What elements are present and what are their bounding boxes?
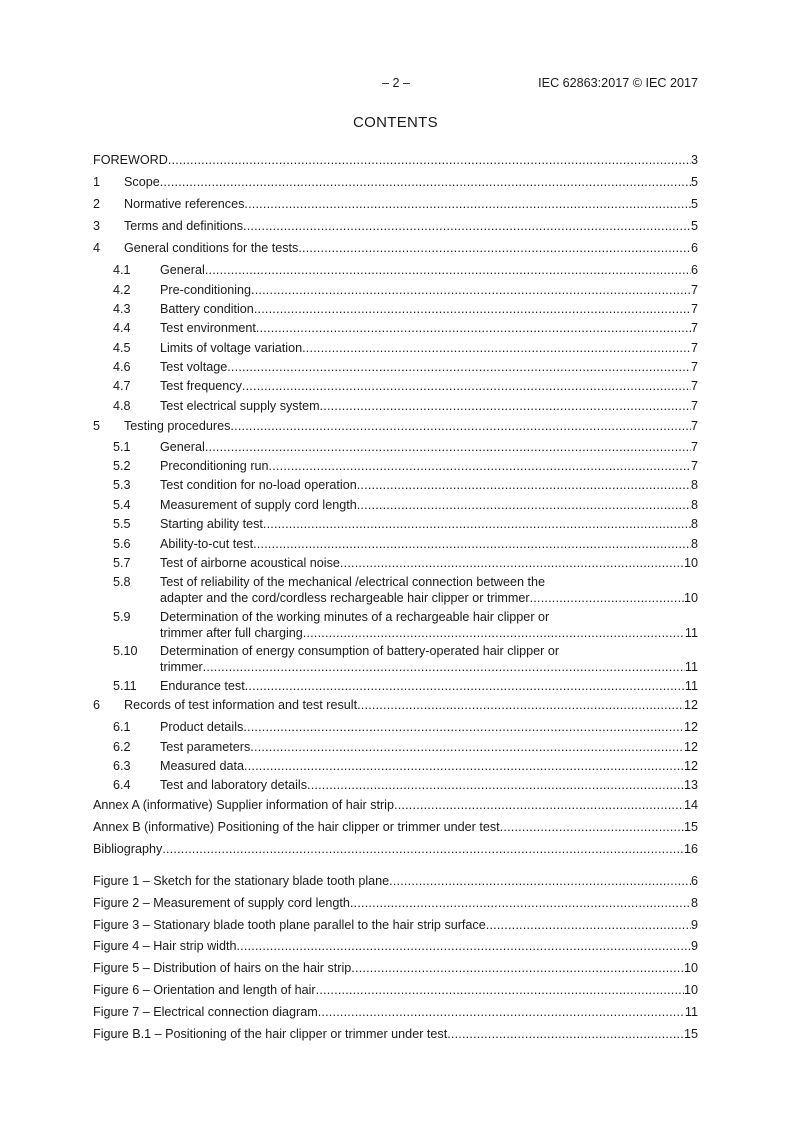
entry-title: Test frequency: [160, 379, 242, 393]
entry-page: 7: [690, 399, 698, 413]
entry-page: 11: [684, 1005, 698, 1019]
dot-leader: [394, 797, 684, 813]
dot-leader: [357, 697, 684, 713]
entry-title: Determination of energy consumption of battery-operated hair clipper or: [160, 644, 560, 658]
dot-leader: [351, 960, 684, 976]
dot-leader: [242, 378, 691, 394]
standard-reference: IEC 62863:2017 © IEC 2017: [538, 76, 698, 90]
entry-page: 12: [683, 720, 698, 734]
entry-title: Annex A (informative) Supplier information of hair strip: [93, 798, 394, 812]
dot-leader: [203, 659, 685, 675]
entry-number: 5.9: [113, 610, 131, 624]
entry-title: Figure 6 – Orientation and length of hair: [93, 983, 316, 997]
entry-page: 7: [690, 379, 698, 393]
toc-entry[interactable]: [93, 196, 698, 212]
entry-page: 7: [690, 283, 698, 297]
entry-page: 9: [690, 918, 698, 932]
entry-page: 13: [683, 778, 698, 792]
dot-leader: [263, 516, 691, 532]
dot-leader: [530, 590, 684, 606]
figure-entry[interactable]: [93, 1026, 698, 1042]
dot-leader: [303, 625, 685, 641]
dot-leader: [357, 477, 691, 493]
entry-title: Figure 1 – Sketch for the stationary blade tooth plane: [93, 874, 390, 888]
entry-number: 4: [93, 241, 101, 255]
figure-entry[interactable]: [93, 1004, 698, 1020]
entry-title: Preconditioning run: [160, 459, 269, 473]
entry-title: Pre-conditioning: [160, 283, 252, 297]
entry-number: 5.3: [113, 478, 131, 492]
entry-number: 5.7: [113, 556, 131, 570]
entry-number: 4.1: [113, 263, 131, 277]
entry-number: 5.8: [113, 575, 131, 589]
entry-page: 9: [690, 939, 698, 953]
toc-entry[interactable]: [93, 574, 698, 590]
entry-title: Bibliography: [93, 842, 163, 856]
entry-title: adapter and the cord/cordless rechargeable hair clipper or trimmer: [160, 591, 530, 605]
figure-entry[interactable]: [93, 895, 698, 911]
figure-entry[interactable]: [93, 938, 698, 954]
dot-leader: [320, 398, 691, 414]
entry-page: 5: [690, 175, 698, 189]
entry-title: Scope: [124, 175, 160, 189]
entry-page: 11: [684, 679, 698, 693]
entry-page: 12: [683, 698, 698, 712]
dot-leader: [269, 458, 691, 474]
dot-leader: [205, 439, 691, 455]
entry-title: trimmer: [160, 660, 203, 674]
dot-leader: [350, 895, 691, 911]
toc-entry[interactable]: [93, 320, 698, 336]
entry-page: 6: [690, 874, 698, 888]
entry-number: 3: [93, 219, 101, 233]
entry-number: 5.2: [113, 459, 131, 473]
toc-entry[interactable]: [93, 697, 698, 713]
entry-number: 6.1: [113, 720, 131, 734]
entry-number: 6.2: [113, 740, 131, 754]
entry-title: Test of reliability of the mechanical /electrical connection between the: [160, 575, 546, 589]
entry-number: 4.2: [113, 283, 131, 297]
entry-title: Figure 3 – Stationary blade tooth plane parallel to the hair strip surface: [93, 918, 486, 932]
entry-number: 5.6: [113, 537, 131, 551]
dot-leader: [162, 841, 684, 857]
entry-number: 6: [93, 698, 101, 712]
dot-leader: [227, 359, 691, 375]
entry-page: 11: [684, 660, 698, 674]
dot-leader: [251, 282, 691, 298]
figure-entry[interactable]: [93, 917, 698, 933]
toc-entry[interactable]: [93, 378, 698, 394]
toc-entry[interactable]: [93, 174, 698, 190]
entry-page: 14: [683, 798, 698, 812]
entry-page: 10: [683, 556, 698, 570]
entry-number: 5.5: [113, 517, 131, 531]
toc-entry[interactable]: [93, 477, 698, 493]
entry-title: Test environment: [160, 321, 256, 335]
toc-entry[interactable]: [93, 819, 698, 835]
toc-entry[interactable]: [93, 418, 698, 434]
entry-title: General conditions for the tests: [124, 241, 299, 255]
dot-leader: [253, 536, 691, 552]
toc-entry[interactable]: [93, 359, 698, 375]
toc-entry[interactable]: [93, 678, 698, 694]
entry-title: Product details: [160, 720, 244, 734]
dot-leader: [389, 873, 691, 889]
toc-entry[interactable]: [93, 841, 698, 857]
entry-number: 5.10: [113, 644, 138, 658]
toc-entry[interactable]: [93, 516, 698, 532]
entry-page: 5: [690, 197, 698, 211]
entry-page: 7: [690, 459, 698, 473]
entry-title: Determination of the working minutes of a rechargeable hair clipper or: [160, 610, 550, 624]
entry-page: 10: [683, 961, 698, 975]
entry-number: 4.4: [113, 321, 131, 335]
entry-number: 2: [93, 197, 101, 211]
entry-number: 4.8: [113, 399, 131, 413]
entry-page: 10: [683, 591, 698, 605]
entry-title: Test parameters: [160, 740, 251, 754]
entry-title: Figure 7 – Electrical connection diagram: [93, 1005, 318, 1019]
entry-number: 6.3: [113, 759, 131, 773]
entry-page: 5: [690, 219, 698, 233]
dot-leader: [357, 497, 691, 513]
toc-entry[interactable]: [93, 301, 698, 317]
dot-leader: [205, 262, 691, 278]
dot-leader: [168, 152, 691, 168]
entry-number: 4.5: [113, 341, 131, 355]
entry-title: General: [160, 263, 205, 277]
entry-title: Test voltage: [160, 360, 228, 374]
entry-title: Figure 5 – Distribution of hairs on the hair strip: [93, 961, 352, 975]
dot-leader: [250, 739, 684, 755]
entry-title: Battery condition: [160, 302, 254, 316]
figure-entry[interactable]: [93, 982, 698, 998]
entry-page: 15: [683, 1027, 698, 1041]
entry-title: Testing procedures: [124, 419, 231, 433]
toc-entry[interactable]: [93, 458, 698, 474]
entry-page: 8: [690, 537, 698, 551]
entry-page: 15: [683, 820, 698, 834]
entry-page: 8: [690, 517, 698, 531]
toc-entry[interactable]: [93, 262, 698, 278]
toc-entry[interactable]: [93, 643, 698, 659]
page-number: – 2 –: [381, 76, 410, 90]
entry-page: 8: [690, 896, 698, 910]
contents-title: CONTENTS: [353, 114, 438, 131]
toc-entry[interactable]: [93, 536, 698, 552]
toc-entry[interactable]: [93, 625, 698, 641]
dot-leader: [243, 218, 691, 234]
dot-leader: [447, 1026, 684, 1042]
toc-entry[interactable]: [93, 797, 698, 813]
toc-entry[interactable]: [93, 282, 698, 298]
entry-page: 7: [690, 321, 698, 335]
entry-page: 12: [683, 759, 698, 773]
dot-leader: [244, 196, 691, 212]
toc-entry[interactable]: [93, 497, 698, 513]
dot-leader: [160, 174, 691, 190]
dot-leader: [256, 320, 691, 336]
entry-number: 5.11: [113, 679, 137, 693]
dot-leader: [243, 719, 684, 735]
toc-entry[interactable]: [93, 590, 698, 606]
dot-leader: [244, 758, 684, 774]
toc-entry[interactable]: [93, 152, 698, 168]
entry-title: Test and laboratory details: [160, 778, 308, 792]
entry-page: 6: [690, 263, 698, 277]
toc-entry[interactable]: [93, 777, 698, 793]
entry-title: Test condition for no-load operation: [160, 478, 357, 492]
entry-title: Ability-to-cut test: [160, 537, 254, 551]
entry-title: Test electrical supply system: [160, 399, 320, 413]
entry-number: 5.1: [113, 440, 131, 454]
entry-page: 8: [690, 478, 698, 492]
dot-leader: [298, 240, 691, 256]
entry-page: 16: [683, 842, 698, 856]
entry-page: 7: [690, 302, 698, 316]
toc-entry[interactable]: [93, 758, 698, 774]
entry-title: Endurance test: [160, 679, 245, 693]
entry-title: Annex B (informative) Positioning of the hair clipper or trimmer under test: [93, 820, 500, 834]
entry-title: General: [160, 440, 205, 454]
dot-leader: [254, 301, 691, 317]
toc-entry[interactable]: [93, 659, 698, 675]
toc-entry[interactable]: [93, 739, 698, 755]
entry-page: 8: [690, 498, 698, 512]
entry-number: 4.6: [113, 360, 131, 374]
dot-leader: [230, 418, 691, 434]
entry-title: Terms and definitions: [124, 219, 244, 233]
entry-title: Normative references: [124, 197, 245, 211]
entry-title: Starting ability test: [160, 517, 263, 531]
entry-title: Measured data: [160, 759, 245, 773]
entry-page: 12: [683, 740, 698, 754]
dot-leader: [307, 777, 684, 793]
dot-leader: [236, 938, 691, 954]
toc-entry[interactable]: [93, 240, 698, 256]
toc-entry[interactable]: [93, 609, 698, 625]
dot-leader: [318, 1004, 685, 1020]
entry-title: Figure 2 – Measurement of supply cord length: [93, 896, 350, 910]
dot-leader: [500, 819, 684, 835]
entry-number: 4.7: [113, 379, 131, 393]
page-header: [93, 76, 698, 92]
entry-title: Test of airborne acoustical noise: [160, 556, 340, 570]
entry-page: 6: [690, 241, 698, 255]
dot-leader: [316, 982, 684, 998]
toc-entry[interactable]: [93, 439, 698, 455]
dot-leader: [340, 555, 684, 571]
toc-entry[interactable]: [93, 719, 698, 735]
entry-number: 1: [93, 175, 101, 189]
toc-entry[interactable]: [93, 218, 698, 234]
figure-entry[interactable]: [93, 960, 698, 976]
entry-number: 5.4: [113, 498, 131, 512]
dot-leader: [245, 678, 685, 694]
entry-title: Measurement of supply cord length: [160, 498, 357, 512]
entry-page: 3: [690, 153, 698, 167]
toc-entry[interactable]: [93, 340, 698, 356]
entry-number: 6.4: [113, 778, 131, 792]
toc-entry[interactable]: [93, 398, 698, 414]
entry-number: 5: [93, 419, 101, 433]
entry-page: 10: [683, 983, 698, 997]
entry-title: FOREWORD: [93, 153, 168, 167]
entry-page: 7: [690, 341, 698, 355]
entry-title: Records of test information and test result: [124, 698, 358, 712]
dot-leader: [302, 340, 691, 356]
entry-title: trimmer after full charging: [160, 626, 303, 640]
entry-title: Limits of voltage variation: [160, 341, 303, 355]
entry-page: 7: [690, 440, 698, 454]
entry-page: 11: [684, 626, 698, 640]
entry-title: Figure B.1 – Positioning of the hair clipper or trimmer under test: [93, 1027, 448, 1041]
entry-number: 4.3: [113, 302, 131, 316]
entry-page: 7: [690, 419, 698, 433]
dot-leader: [486, 917, 691, 933]
figure-entry[interactable]: [93, 873, 698, 889]
toc-entry[interactable]: [93, 555, 698, 571]
entry-page: 7: [690, 360, 698, 374]
entry-title: Figure 4 – Hair strip width: [93, 939, 237, 953]
